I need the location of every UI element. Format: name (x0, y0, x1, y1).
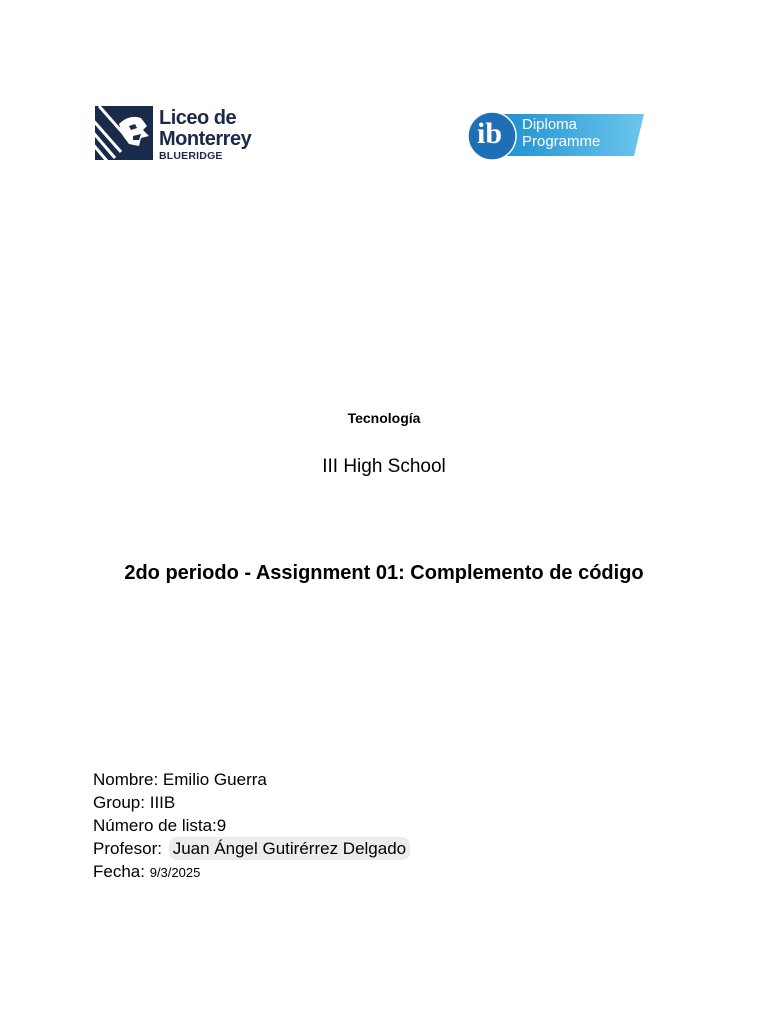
profesor-label: Profesor: (93, 839, 162, 858)
liceo-logo-line3: BLUERIDGE (159, 150, 223, 162)
fecha-value: 9/3/2025 (149, 865, 201, 880)
student-info-block (93, 768, 410, 884)
ib-mark-text: ib (477, 117, 503, 150)
lista-row (93, 814, 410, 837)
group-label: Group: (93, 793, 145, 812)
liceo-de-monterrey-logo (95, 104, 265, 162)
nombre-label: Nombre: (93, 770, 159, 789)
ib-logo-line1: Diploma (522, 116, 578, 133)
liceo-logo-line1: Liceo de (159, 107, 237, 129)
nombre-row (93, 768, 410, 791)
profesor-person-chip[interactable]: Juan Ángel Gutirérrez Delgado (169, 837, 410, 860)
lista-value: 9 (216, 816, 227, 835)
group-value: IIIB (149, 793, 176, 812)
grade-heading: III High School (322, 456, 446, 477)
fecha-label: Fecha: (93, 862, 145, 881)
liceo-logo-line2: Monterrey (159, 128, 252, 150)
assignment-title: 2do periodo - Assignment 01: Complemento de código (124, 562, 644, 584)
ib-logo-line2: Programme (522, 133, 601, 150)
profesor-row (93, 837, 410, 860)
ib-diploma-logo (466, 110, 646, 162)
fecha-row (93, 860, 410, 884)
subject-heading: Tecnología (347, 410, 421, 426)
liceo-emblem-icon (95, 104, 157, 162)
group-row (93, 791, 410, 814)
lista-label: Número de lista: (93, 816, 217, 835)
nombre-value: Emilio Guerra (162, 770, 267, 789)
